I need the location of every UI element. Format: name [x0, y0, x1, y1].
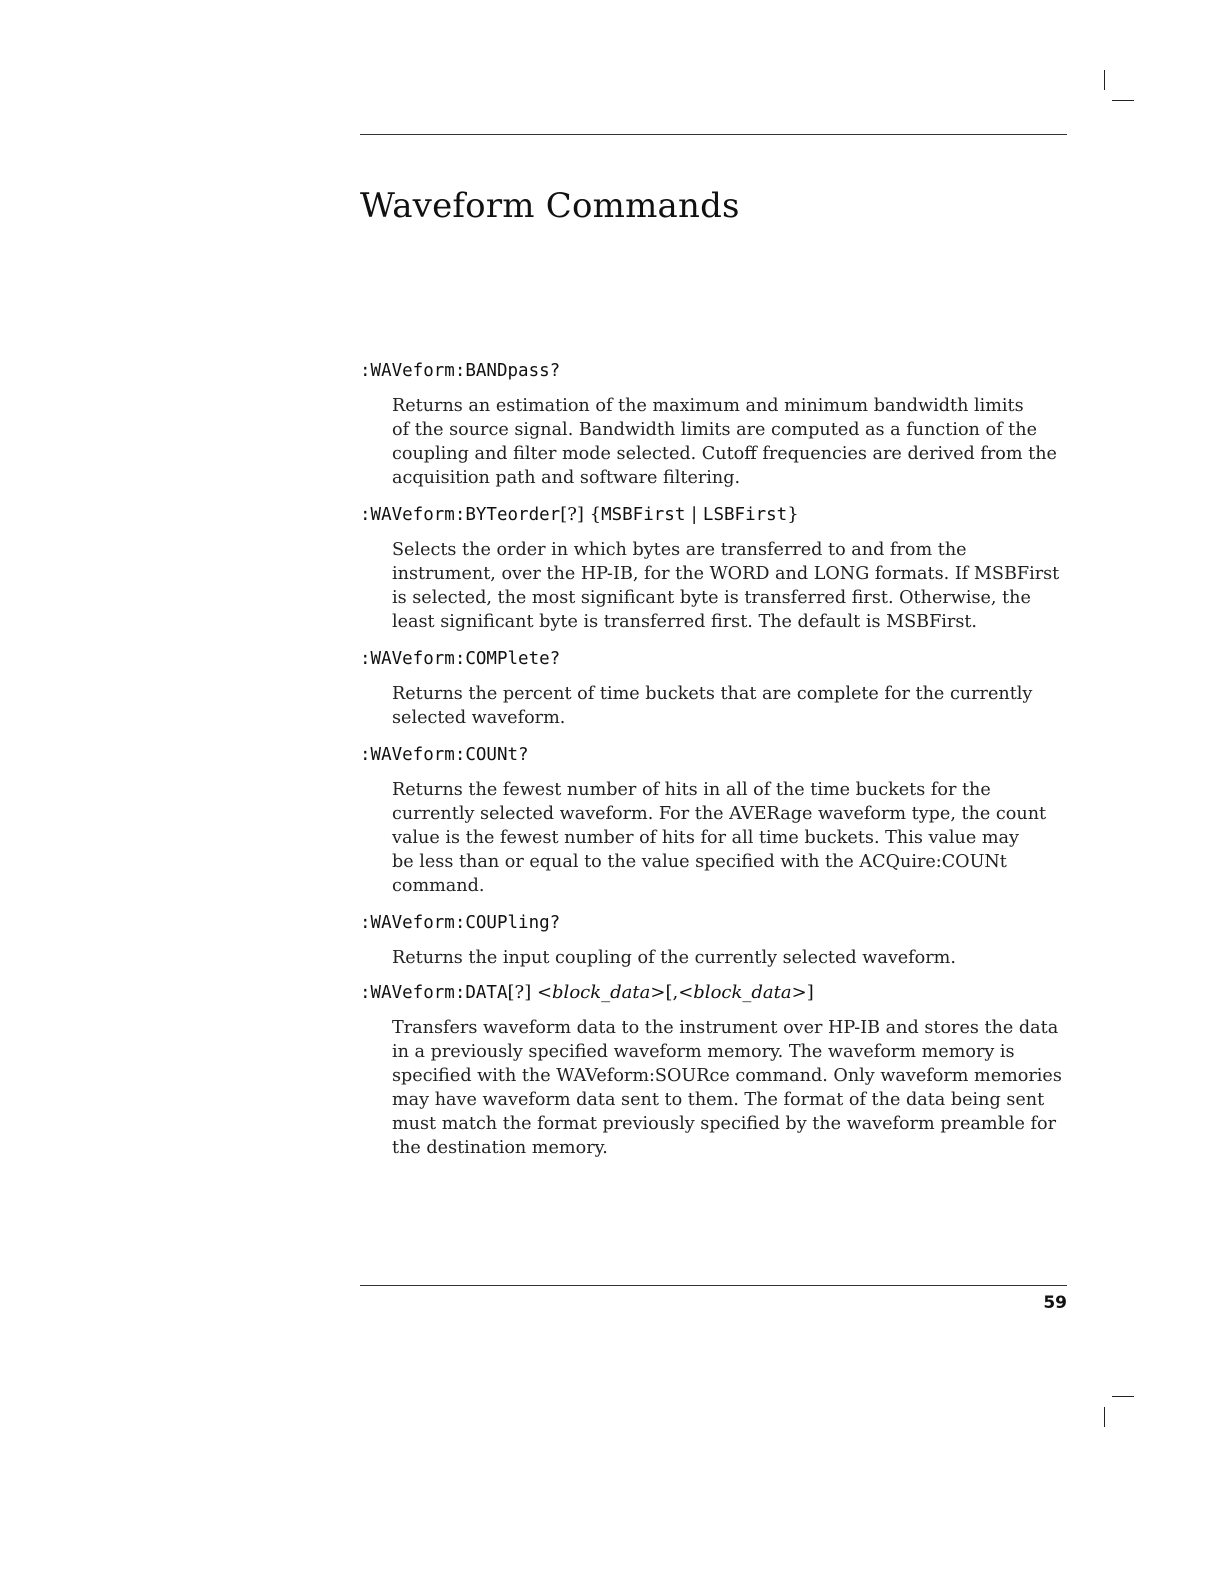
param-block-data-optional: <block_data> [678, 982, 807, 1003]
command-data-name: :WAVeform:DATA [360, 983, 508, 1003]
command-complete: :WAVeform:COMPlete? [360, 649, 561, 669]
option-lsbfirst: LSBFirst [702, 505, 788, 525]
brace-close: } [787, 504, 799, 525]
option-msbfirst: MSBFirst [601, 505, 686, 525]
command-byteorder [360, 503, 799, 527]
crop-mark-top-vertical [1104, 70, 1105, 90]
query-suffix: [?] [560, 504, 584, 525]
description-coupling: Returns the input coupling of the currently selected waveform. [392, 948, 956, 968]
page-number: 59 [1043, 1293, 1067, 1313]
command-coupling: :WAVeform:COUPling? [360, 913, 561, 933]
description-count: Returns the fewest number of hits in all of the time buckets for the currently selected waveform. For the AVERage waveform type, the count value is the fewest number of hits for all time buckets. This value may be less than or equal to the value specified with the ACQuire:COUNt command. [392, 780, 1047, 896]
optional-open: [, [665, 982, 679, 1003]
command-bandpass: :WAVeform:BANDpass? [360, 361, 561, 381]
description-bandpass: Returns an estimation of the maximum and minimum bandwidth limits of the source signal. Bandwidth limits are computed as a function of the coupling and filter mode selected. Cutoff frequencies are derived from the acquisition path and software filtering. [392, 396, 1057, 488]
command-data [360, 981, 814, 1005]
description-complete: Returns the percent of time buckets that are complete for the currently selected waveform. [392, 684, 1033, 728]
description-byteorder: Selects the order in which bytes are transferred to and from the instrument, over the HP-IB, for the WORD and LONG formats. If MSBFirst is selected, the most significant byte is transferred first. Otherwise, the least significant byte is transferred first. The default is MSBFirst. [392, 540, 1060, 632]
crop-mark-top-horizontal [1112, 100, 1134, 101]
description-data: Transfers waveform data to the instrument over HP-IB and stores the data in a previously specified waveform memory. The waveform memory is specified with the WAVeform:SOURce command. Only waveform memories may have waveform data sent to them. The format of the data being sent must match the format previously specified by the waveform preamble for the destination memory. [392, 1018, 1062, 1158]
footer-rule [360, 1285, 1067, 1286]
query-suffix: [?] [507, 982, 532, 1003]
crop-mark-bottom-horizontal [1112, 1396, 1134, 1397]
optional-close: ] [806, 982, 814, 1003]
option-separator: | [691, 504, 698, 525]
command-byteorder-name: :WAVeform:BYTeorder [360, 505, 561, 525]
param-block-data: <block_data> [536, 982, 666, 1003]
brace-open: { [589, 504, 602, 525]
page-title: Waveform Commands [360, 186, 740, 226]
header-rule [360, 134, 1067, 135]
crop-mark-bottom-vertical [1104, 1407, 1105, 1427]
command-count: :WAVeform:COUNt? [360, 745, 529, 765]
